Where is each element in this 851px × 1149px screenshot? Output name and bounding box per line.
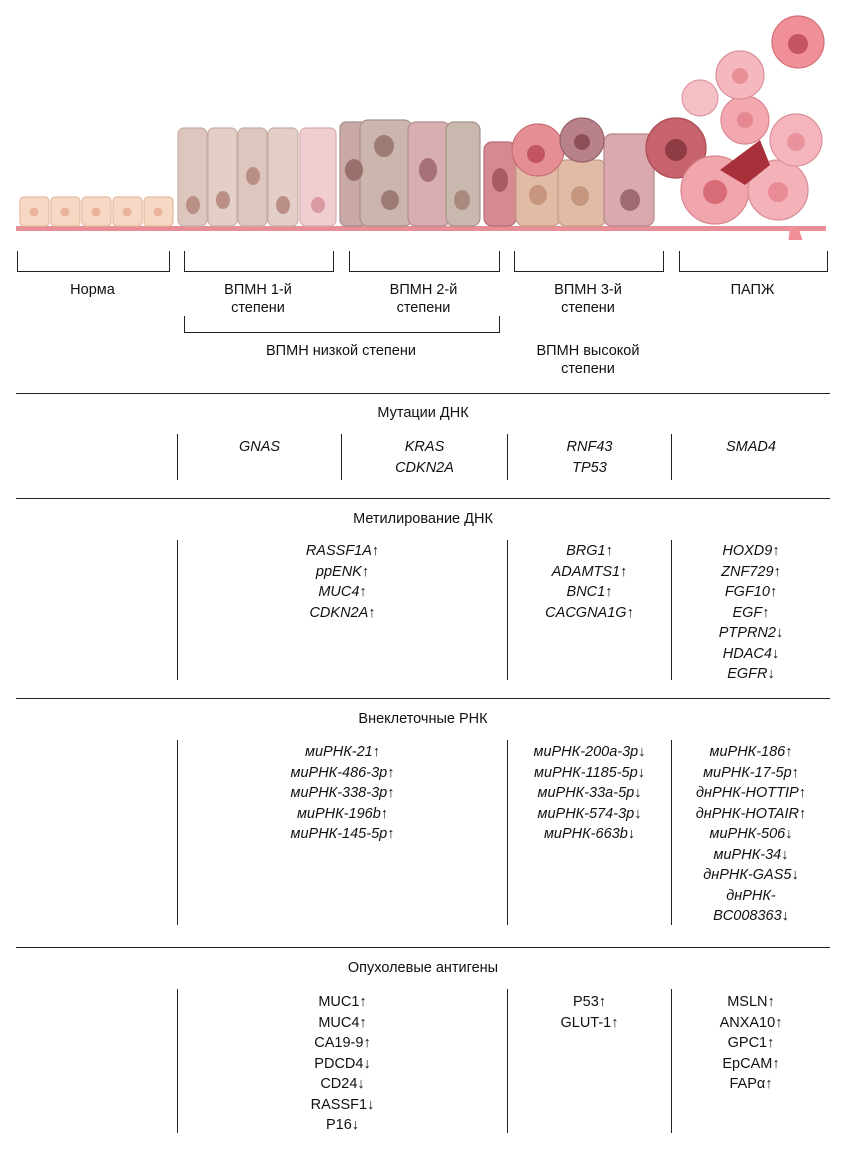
marker-name: SMAD4 <box>726 439 776 455</box>
marker-name: EGFR <box>727 666 768 682</box>
marker-entry <box>672 824 830 845</box>
mutations-col-pin1 <box>178 437 341 458</box>
marker-entry <box>508 783 671 804</box>
marker-entry <box>178 824 507 845</box>
antigens-col-low-grade <box>178 992 507 1136</box>
marker-entry <box>178 603 507 624</box>
marker-entry <box>672 644 830 665</box>
arrow-down-icon: ↓ <box>775 625 784 641</box>
marker-entry <box>508 804 671 825</box>
section-title-rna: Внеклеточные РНК <box>358 711 488 727</box>
arrow-down-icon: ↓ <box>634 805 642 822</box>
rna-col-pdac <box>672 742 830 927</box>
marker-name: RNF43 <box>566 439 613 455</box>
marker-entry <box>672 865 830 886</box>
marker-name: миРНК-663b <box>543 826 628 842</box>
marker-entry <box>672 763 830 784</box>
bracket-norm <box>17 251 170 272</box>
arrow-up-icon: ↑ <box>791 764 799 781</box>
epithelium-illustration <box>0 0 851 240</box>
marker-entry <box>178 1115 507 1136</box>
divider-mutations <box>16 393 830 394</box>
antigens-col-pin3 <box>508 992 671 1033</box>
arrow-up-icon: ↑ <box>361 563 370 580</box>
marker-name: миРНК-186 <box>709 744 786 760</box>
mutations-col-pdac <box>672 437 830 458</box>
arrow-up-icon: ↑ <box>626 604 634 621</box>
methylation-col-pdac <box>672 541 830 685</box>
marker-name: HOXD9 <box>722 543 773 559</box>
marker-name: GPC1 <box>727 1035 768 1051</box>
antigens-col-pdac <box>672 992 830 1095</box>
marker-entry <box>672 1074 830 1095</box>
normal-cells <box>20 197 173 226</box>
marker-entry <box>178 1033 507 1054</box>
marker-entry <box>672 582 830 603</box>
marker-entry <box>508 763 671 784</box>
stage-label-pin2: ВПМН 2-й степени <box>389 282 458 316</box>
arrow-down-icon: ↓ <box>351 1117 360 1133</box>
stage-label-pin1: ВПМН 1-й степени <box>224 282 292 316</box>
marker-entry <box>672 541 830 562</box>
bracket-pin3 <box>514 251 664 272</box>
stage-label-norm: Норма <box>70 282 115 298</box>
marker-name: миРНК-486-3р <box>290 764 388 781</box>
marker-entry <box>508 582 671 603</box>
arrow-up-icon: ↑ <box>359 994 367 1010</box>
arrow-up-icon: ↑ <box>387 826 395 842</box>
marker-entry <box>508 1013 671 1034</box>
arrow-up-icon: ↑ <box>762 604 770 621</box>
marker-name: миРНК-200a-3р <box>533 744 639 760</box>
marker-entry <box>178 1054 507 1075</box>
arrow-up-icon: ↑ <box>380 805 389 822</box>
arrow-up-icon: ↑ <box>359 584 367 600</box>
marker-name: FAPα <box>729 1076 766 1092</box>
rna-col-low-grade <box>178 742 507 845</box>
marker-name: CACGNA1G <box>545 604 627 621</box>
marker-name: MUC4 <box>318 584 360 600</box>
arrow-down-icon: ↓ <box>781 908 789 924</box>
marker-entry <box>672 1054 830 1075</box>
arrow-up-icon: ↑ <box>605 543 613 559</box>
marker-name: PDCD4 <box>314 1055 364 1072</box>
group-label-low-grade: ВПМН низкой степени <box>266 343 416 359</box>
marker-name: миРНК-574-3р <box>537 805 635 822</box>
marker-name: EGF <box>732 604 763 621</box>
marker-name: P53 <box>572 994 599 1010</box>
arrow-down-icon: ↓ <box>767 666 775 682</box>
arrow-up-icon: ↑ <box>368 604 376 621</box>
arrow-up-icon: ↑ <box>772 543 780 559</box>
arrow-down-icon: ↓ <box>637 764 645 781</box>
arrow-down-icon: ↓ <box>785 826 793 842</box>
marker-entry <box>178 582 507 603</box>
marker-entry <box>342 458 507 479</box>
arrow-up-icon: ↑ <box>387 764 395 781</box>
marker-name: днРНК-GAS5 <box>703 867 792 883</box>
mutations-col-pin3 <box>508 437 671 478</box>
panin1-cells <box>178 128 336 226</box>
marker-name: ANXA10 <box>719 1014 776 1031</box>
marker-entry <box>672 623 830 644</box>
methylation-col-low-grade <box>178 541 507 623</box>
marker-entry <box>178 541 507 562</box>
marker-entry <box>508 562 671 583</box>
section-title-methylation: Метилирование ДНК <box>353 511 493 527</box>
pdac-cells <box>646 16 824 240</box>
marker-name: днРНК-HOTTIP <box>696 785 799 801</box>
arrow-down-icon: ↓ <box>627 826 636 842</box>
marker-entry <box>178 437 341 458</box>
marker-entry <box>672 1033 830 1054</box>
marker-name: FGF10 <box>724 584 770 600</box>
marker-name: днРНК- <box>726 887 776 904</box>
section-title-mutations: Мутации ДНК <box>377 405 469 421</box>
marker-entry <box>178 1074 507 1095</box>
bracket-low-grade <box>184 316 500 333</box>
marker-entry <box>672 742 830 763</box>
marker-name: TP53 <box>572 459 607 476</box>
bracket-pin2 <box>349 251 500 272</box>
bracket-pdac <box>679 251 828 272</box>
arrow-up-icon: ↑ <box>767 994 775 1010</box>
section-title-antigens: Опухолевые антигены <box>347 960 499 976</box>
mutations-col-pin2 <box>342 437 507 478</box>
marker-entry <box>672 906 830 927</box>
marker-name: ADAMTS1 <box>551 563 621 580</box>
marker-name: миРНК-34 <box>713 846 782 863</box>
marker-name: RASSF1A <box>305 543 372 559</box>
arrow-up-icon: ↑ <box>765 1076 773 1092</box>
marker-name: миРНК-338-3р <box>290 785 388 801</box>
panin2-cells <box>340 120 480 226</box>
marker-name: миРНК-145-5р <box>290 826 388 842</box>
stage-label-pdac: ПАПЖ <box>730 282 775 298</box>
arrow-down-icon: ↓ <box>781 846 789 863</box>
divider-rna <box>16 698 830 699</box>
marker-entry <box>508 742 671 763</box>
arrow-down-icon: ↓ <box>771 645 780 662</box>
methylation-col-pin3 <box>508 541 671 623</box>
marker-name: RASSF1 <box>310 1096 368 1113</box>
marker-entry <box>672 437 830 458</box>
marker-name: миРНК-21 <box>305 744 373 760</box>
marker-entry <box>178 742 507 763</box>
marker-entry <box>672 783 830 804</box>
rna-col-pin3 <box>508 742 671 845</box>
marker-name: P16 <box>325 1117 352 1133</box>
marker-name: PTPRN2 <box>718 625 776 641</box>
marker-name: GNAS <box>238 439 281 455</box>
marker-name: миРНК-33a-5р <box>537 785 635 801</box>
marker-name: KRAS <box>404 439 445 455</box>
marker-entry <box>508 458 671 479</box>
marker-entry <box>178 763 507 784</box>
arrow-up-icon: ↑ <box>798 785 806 801</box>
marker-name: BRG1 <box>566 543 606 559</box>
arrow-up-icon: ↑ <box>798 805 807 822</box>
marker-name: MUC4 <box>318 1014 360 1031</box>
arrow-up-icon: ↑ <box>359 1014 367 1031</box>
arrow-up-icon: ↑ <box>387 785 395 801</box>
marker-entry <box>508 437 671 458</box>
marker-entry <box>342 437 507 458</box>
arrow-up-icon: ↑ <box>775 1014 783 1031</box>
marker-name: миРНК-196b <box>296 805 381 822</box>
arrow-up-icon: ↑ <box>772 1055 780 1072</box>
marker-entry <box>508 824 671 845</box>
marker-name: ZNF729 <box>721 563 774 580</box>
marker-name: GLUT-1 <box>560 1014 612 1031</box>
marker-entry <box>508 603 671 624</box>
stage-label-pin3: ВПМН 3-й степени <box>554 282 622 316</box>
basement-membrane <box>16 226 826 231</box>
marker-name: миРНК-1185-5р <box>534 764 638 781</box>
marker-name: BC008363 <box>713 908 782 924</box>
marker-name: BNC1 <box>566 584 606 600</box>
marker-entry <box>178 1095 507 1116</box>
marker-name: EpCAM <box>722 1055 773 1072</box>
arrow-down-icon: ↓ <box>634 785 642 801</box>
marker-name: миРНК-506 <box>709 826 786 842</box>
marker-name: CD24 <box>320 1076 358 1092</box>
marker-entry <box>672 603 830 624</box>
marker-entry <box>672 664 830 685</box>
arrow-up-icon: ↑ <box>769 584 778 600</box>
marker-entry <box>178 783 507 804</box>
arrow-up-icon: ↑ <box>773 563 781 580</box>
marker-entry <box>178 1013 507 1034</box>
marker-name: ppENK <box>315 563 362 580</box>
arrow-up-icon: ↑ <box>371 543 380 559</box>
arrow-up-icon: ↑ <box>605 584 613 600</box>
marker-entry <box>672 845 830 866</box>
marker-name: миРНК-17-5р <box>703 764 792 781</box>
marker-name: днРНК-HOTAIR <box>695 805 799 822</box>
arrow-up-icon: ↑ <box>611 1014 619 1031</box>
marker-entry <box>178 804 507 825</box>
arrow-up-icon: ↑ <box>363 1035 371 1051</box>
marker-name: CA19-9 <box>314 1035 364 1051</box>
marker-name: CDKN2A <box>309 604 369 621</box>
marker-name: MUC1 <box>318 994 360 1010</box>
marker-entry <box>508 541 671 562</box>
arrow-up-icon: ↑ <box>598 994 607 1010</box>
marker-entry <box>178 992 507 1013</box>
marker-name: HDAC4 <box>722 645 772 662</box>
marker-entry <box>508 992 671 1013</box>
arrow-up-icon: ↑ <box>620 563 628 580</box>
arrow-down-icon: ↓ <box>638 744 646 760</box>
divider-antigens <box>16 947 830 948</box>
panin3-cells <box>484 118 654 226</box>
marker-entry <box>672 992 830 1013</box>
marker-entry <box>178 562 507 583</box>
arrow-up-icon: ↑ <box>767 1035 775 1051</box>
marker-name: MSLN <box>727 994 768 1010</box>
arrow-down-icon: ↓ <box>791 867 799 883</box>
arrow-down-icon: ↓ <box>363 1055 371 1072</box>
arrow-down-icon: ↓ <box>357 1076 365 1092</box>
divider-methylation <box>16 498 830 499</box>
marker-entry <box>672 886 830 907</box>
bracket-pin1 <box>184 251 334 272</box>
marker-entry <box>672 804 830 825</box>
arrow-down-icon: ↓ <box>367 1096 375 1113</box>
arrow-up-icon: ↑ <box>372 744 380 760</box>
marker-entry <box>672 562 830 583</box>
marker-name: CDKN2A <box>395 459 454 476</box>
marker-entry <box>672 1013 830 1034</box>
group-label-high-grade: ВПМН высокой степени <box>536 343 640 377</box>
arrow-up-icon: ↑ <box>785 744 793 760</box>
